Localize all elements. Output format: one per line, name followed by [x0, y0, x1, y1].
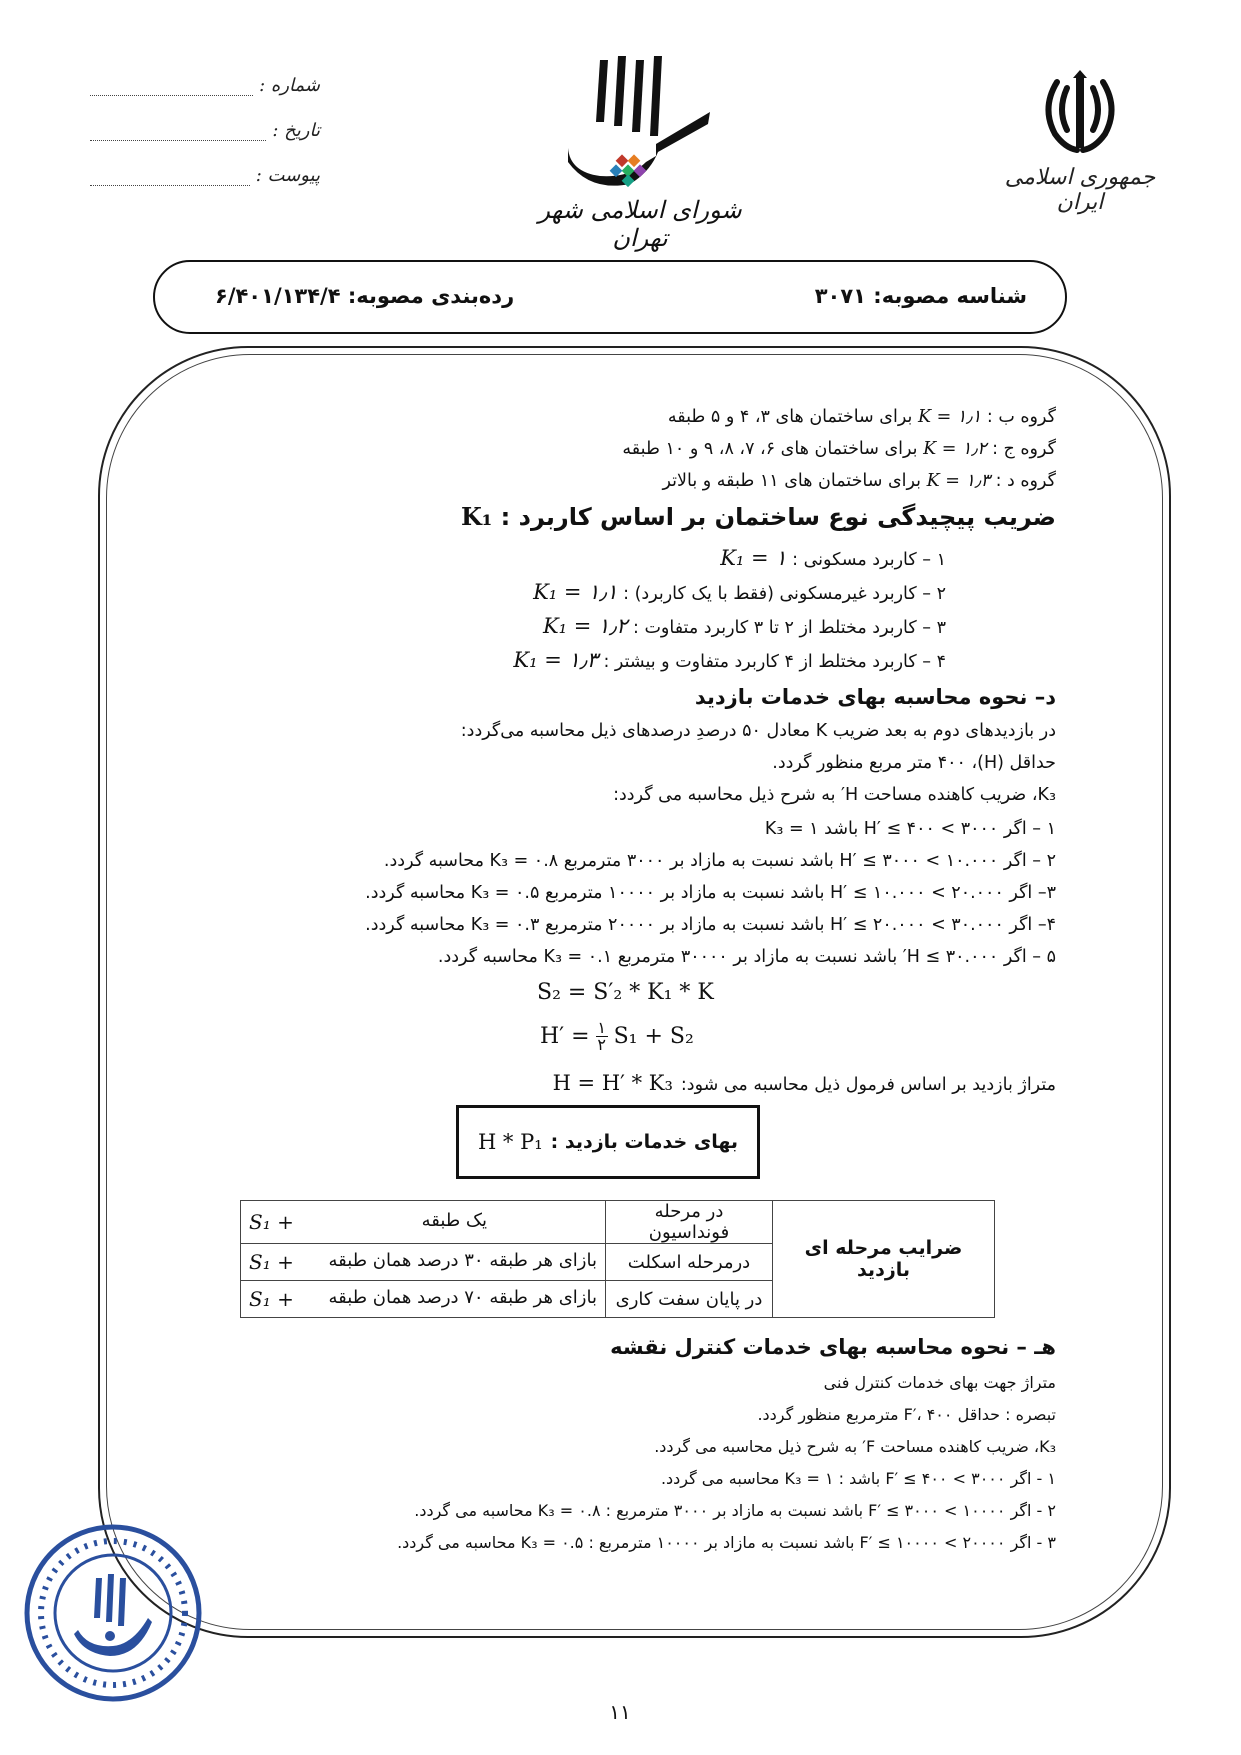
stage-cell: درمرحله اسکلت: [606, 1244, 773, 1281]
visit-rule-3: ۳– اگر ۲۰.۰۰۰ > H′ ≤ ۱۰.۰۰۰ باشد نسبت به مازاد بر ۱۰۰۰۰ مترمربع K₃ = ۰.۵ محاسبه گردد.: [365, 883, 1056, 903]
table-row: [241, 1201, 995, 1244]
republic-name: جمهوری اسلامی ایران: [1004, 165, 1156, 215]
visit-rule-4: ۴– اگر ۳۰.۰۰۰ > H′ ≤ ۲۰.۰۰۰ باشد نسبت به مازاد بر ۲۰۰۰۰ مترمربع K₃ = ۰.۳ محاسبه گردد.: [365, 915, 1056, 935]
value-cell: یک طبقه S₁ +: [241, 1201, 606, 1244]
number-line: [90, 81, 253, 96]
council-seal-icon: [18, 1518, 208, 1708]
number-field: [90, 75, 320, 96]
iran-emblem-icon: [1035, 68, 1125, 158]
date-label: تاریخ :: [272, 120, 320, 141]
map-line-1: متراژ جهت بهای خدمات کنترل فنی: [823, 1373, 1056, 1392]
attachment-line: [90, 171, 250, 186]
formula-h-prime: H′ = ۱ ۲ S₁ + S₂: [540, 1018, 694, 1054]
visit-rule-2: ۲ – اگر ۱۰.۰۰۰ > H′ ≤ ۳۰۰۰ باشد نسبت به مازاد بر ۳۰۰۰ مترمربع K₃ = ۰.۸ محاسبه گردد.: [383, 851, 1056, 871]
value-cell: بازای هر طبقه ۳۰ درصد همان طبقه S₁ +: [241, 1244, 606, 1281]
map-line-5: ۲ - اگر ۱۰۰۰۰ > F′ ≤ ۳۰۰۰ باشد نسبت به مازاد بر ۳۰۰۰ مترمربع : K₃ = ۰.۸ محاسبه می گردد.: [414, 1501, 1056, 1520]
stage-cell: در پایان سفت کاری: [606, 1281, 773, 1318]
map-section-title: هـ – نحوه محاسبه بهای خدمات کنترل نقشه: [610, 1335, 1056, 1359]
visit-price-box: [456, 1105, 760, 1179]
number-label: شماره :: [259, 75, 320, 96]
stage-coefficient-table: [240, 1200, 995, 1318]
map-line-3: K₃، ضریب کاهنده مساحت F′ به شرح ذیل محاسبه می گردد.: [654, 1437, 1056, 1456]
map-line-2: تبصره : حداقل F′، ۴۰۰ مترمربع منظور گردد.: [757, 1405, 1056, 1424]
value-cell: بازای هر طبقه ۷۰ درصد همان طبقه S₁ +: [241, 1281, 606, 1318]
date-field: [90, 120, 320, 141]
council-logo-icon: [560, 52, 720, 202]
table-header: ضرایب مرحله ای بازدید: [773, 1201, 995, 1318]
visit-k3-intro: K₃، ضریب کاهنده مساحت H′ به شرح ذیل محاسبه می گردد:: [613, 785, 1056, 805]
formula-s2: S₂ = S′₂ * K₁ * K: [537, 980, 714, 1005]
visit-minimum: حداقل (H)، ۴۰۰ متر مربع منظور گردد.: [772, 753, 1056, 773]
visit-intro: در بازدیدهای دوم به بعد ضریب K معادل ۵۰ درصدِ درصدهای ذیل محاسبه می‌گردد:: [460, 721, 1056, 741]
k1-item-4: ۴ – کاربرد مختلط از ۴ کاربرد متفاوت و بیشتر : K₁ = ۱٫۳: [513, 648, 946, 672]
k1-item-2: ۲ – کاربرد غیرمسکونی (فقط با یک کاربرد) : K₁ = ۱٫۱: [533, 580, 946, 604]
group-b: گروه ب : K = ۱٫۱ برای ساختمان های ۳، ۴ و ۵ طبقه: [667, 407, 1056, 427]
page-number: ۱۱: [609, 1700, 631, 1724]
map-line-4: ۱ - اگر ۳۰۰۰ > F′ ≤ ۴۰۰ باشد : K₃ = ۱ محاسبه می گردد.: [660, 1469, 1056, 1488]
group-c: گروه ج : K = ۱٫۲ برای ساختمان های ۶، ۷، ۸، ۹ و ۱۰ طبقه: [622, 439, 1056, 459]
visit-rule-1: ۱ – اگر ۳۰۰۰ > H′ ≤ ۴۰۰ باشد K₃ = ۱: [764, 819, 1056, 839]
k1-item-3: ۳ – کاربرد مختلط از ۲ تا ۳ کاربرد متفاوت : K₁ = ۱٫۲: [542, 614, 946, 638]
stage-cell: در مرحله فونداسیون: [606, 1201, 773, 1244]
attachment-label: پیوست :: [255, 165, 320, 186]
price-box-label: بهای خدمات بازدید :: [550, 1131, 739, 1153]
date-line: [90, 126, 266, 141]
council-name: شورای اسلامی شهر تهران: [538, 196, 742, 252]
metrage-line: متراژ بازدید بر اساس فرمول ذیل محاسبه می شود: H = H′ * K₃: [552, 1071, 1056, 1095]
approval-classification: رده‌بندی مصوبه: ۶/۴۰۱/۱۳۴/۴: [215, 284, 515, 308]
attachment-field: [90, 165, 320, 186]
map-line-6: ۳ - اگر ۲۰۰۰۰ > F′ ≤ ۱۰۰۰۰ باشد نسبت به مازاد بر ۱۰۰۰۰ مترمربع : K₃ = ۰.۵ محاسبه می گردد.: [397, 1533, 1056, 1552]
price-box-formula: H * P₁: [477, 1130, 543, 1154]
visit-section-title: د– نحوه محاسبه بهای خدمات بازدید: [694, 685, 1056, 709]
fraction-half: ۱ ۲: [597, 1018, 606, 1054]
k1-item-1: ۱ – کاربرد مسکونی : K₁ = ۱: [720, 546, 946, 570]
k1-title: ضریب پیچیدگی نوع ساختمان بر اساس کاربرد : K₁: [460, 502, 1056, 531]
approval-id: شناسه مصوبه: ۳۰۷۱: [814, 284, 1027, 308]
group-d: گروه د : K = ۱٫۳ برای ساختمان های ۱۱ طبقه و بالاتر: [662, 471, 1056, 491]
visit-rule-5: ۵ – اگر ۳۰.۰۰۰ ≥ H′ باشد نسبت به مازاد بر ۳۰۰۰۰ مترمربع K₃ = ۰.۱ محاسبه گردد.: [437, 947, 1056, 967]
approval-id-box: [153, 260, 1067, 334]
